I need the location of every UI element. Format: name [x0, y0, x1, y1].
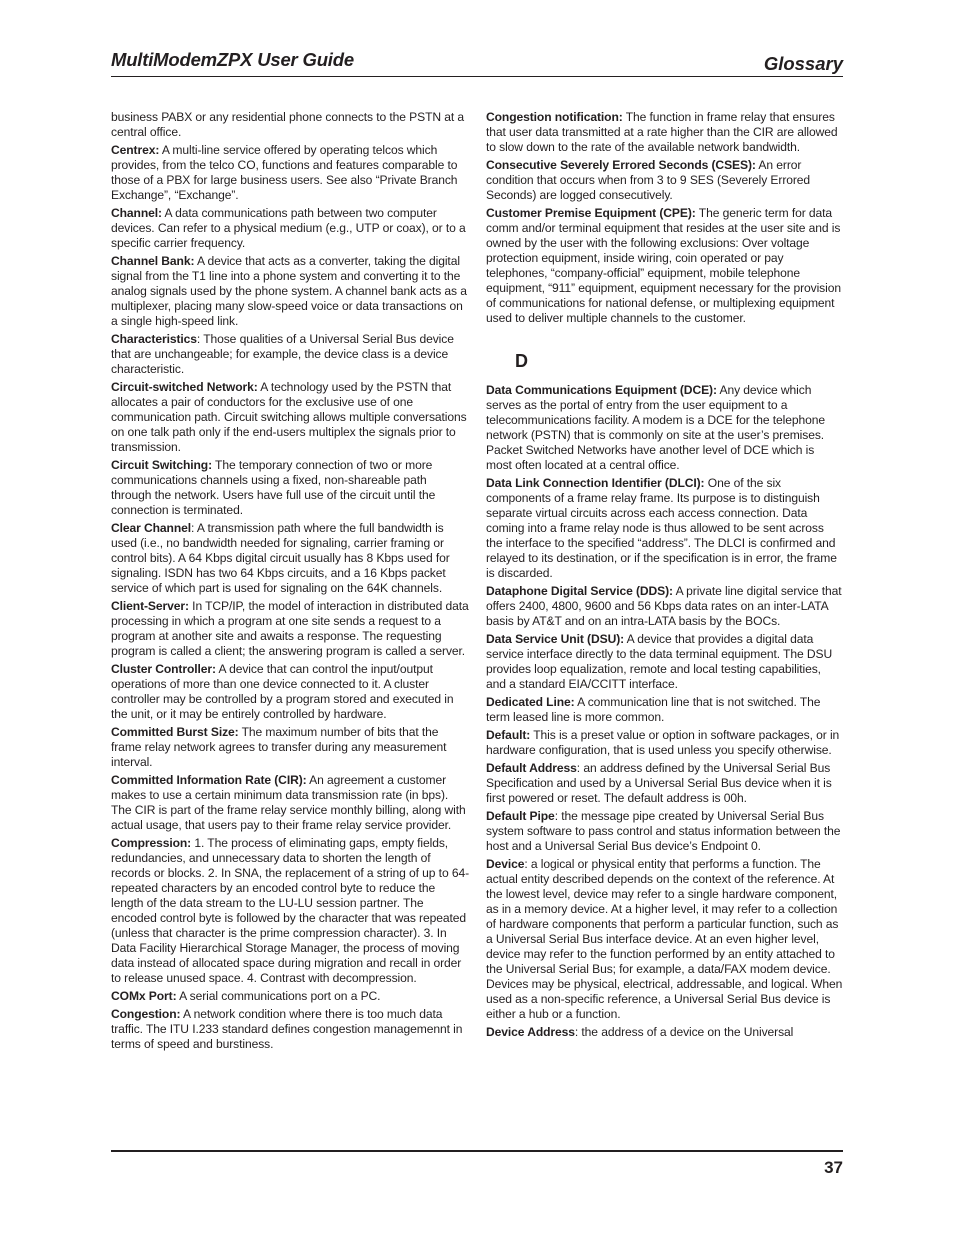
glossary-term: Characteristics — [111, 332, 197, 346]
glossary-entry — [486, 728, 843, 758]
glossary-term: Customer Premise Equipment (CPE): — [486, 206, 696, 220]
glossary-entry — [486, 383, 843, 473]
glossary-entry — [111, 836, 470, 986]
glossary-entry — [486, 110, 843, 155]
glossary-term: Client-Server: — [111, 599, 189, 613]
glossary-definition: A device that provides a digital data service interface directly to the data terminal equipment. The DSU provides loop equalization, remote and local testing capabilities, and a standard EIA/CCITT interface. — [486, 632, 833, 691]
section-letter: D — [515, 351, 528, 371]
glossary-definition: An error condition that occurs when from 3 to 9 SES (Severely Errored Seconds) are logged consecutively. — [486, 158, 811, 202]
glossary-term: Circuit-switched Network: — [111, 380, 258, 394]
glossary-definition: A network condition where there is too much data traffic. The ITU I.233 standard defines congestion managemennt in terms of speed and burstiness. — [111, 1007, 463, 1051]
glossary-definition: Any device which serves as the portal of entry from the user equipment to a telecommunications facility. A modem is a DCE for the telephone network (PSTN) that is commonly on site at the user’s premises. Packet Switched Networks have another level of DCE which is most often located at a central office. — [486, 383, 825, 472]
glossary-entry — [486, 206, 843, 326]
glossary-term: Default Address — [486, 761, 577, 775]
glossary-definition: : a logical or physical entity that performs a function. The actual entity described depends on the context of the reference. At the lowest level, device may refer to a single hardware component, as in a memory device. At a higher level, it may refer to a collection of hardware components that perform a particular function, such as a Universal Serial Bus interface device. At an even higher level, device may refer to the function performed by an entity attached to the Universal Serial Bus; for example, a data/FAX modem device. Devices may be physical, electrical, addressable, and logical. When used as a non-specific reference, a Universal Serial Bus device is either a hub or a function. — [486, 857, 843, 1021]
glossary-term: Data Link Connection Identifier (DLCI): — [486, 476, 705, 490]
glossary-entry — [486, 761, 843, 806]
glossary-definition: A serial communications port on a PC. — [176, 989, 381, 1003]
glossary-term: Circuit Switching: — [111, 458, 212, 472]
section-title: Glossary — [763, 53, 843, 74]
glossary-term: Channel Bank: — [111, 254, 195, 268]
glossary-definition: A private line digital service that offers 2400, 4800, 9600 and 56 Kbps data rates on an inter-LATA basis by AT&T and on an intra-LATA basis by the BOCs. — [486, 584, 842, 628]
glossary-entry — [111, 521, 470, 596]
glossary-term: Clear Channel — [111, 521, 192, 535]
glossary-definition: The temporary connection of two or more communications channels using a fixed, non-shareable path through the network. Users have full use of the circuit until the connection is terminated. — [111, 458, 436, 517]
glossary-term: Consecutive Severely Errored Seconds (CSES): — [486, 158, 756, 172]
glossary-definition: A data communications path between two computer devices. Can refer to a physical medium (e.g., UTP or coax), or to a specific carrier frequency. — [111, 206, 466, 250]
glossary-definition: A device that acts as a converter, taking the digital signal from the T1 line into a phone system and converting it to the analog signals used by the phone system. A channel bank acts as a multiplexer, placing many slow-speed voice or data transactions on a single high-speed link. — [111, 254, 467, 328]
glossary-term: Compression: — [111, 836, 192, 850]
page-header — [111, 49, 843, 77]
glossary-term: Data Service Unit (DSU): — [486, 632, 625, 646]
page-number: 37 — [824, 1158, 843, 1177]
glossary-entry — [111, 773, 470, 833]
glossary-definition: 1. The process of eliminating gaps, empty fields, redundancies, and unnecessary data to shorten the length of records or blocks. 2. In SNA, the replacement of a string of up to 64-repeated characters by an encoded control byte to reduce the length of the data stream to the LU-LU session partner. The encoded control byte is followed by the character that was repeated (unless that character is the prime compression character). 3. In Data Facility Hierarchical Storage Manager, the process of moving data instead of allocated space during migration and recall in order to release unused space. 4. Contrast with decompression. — [111, 836, 470, 985]
glossary-term: Committed Burst Size: — [111, 725, 239, 739]
glossary-entry — [111, 332, 470, 377]
right-column-top-entries — [486, 110, 843, 326]
document-title: MultiModemZPX User Guide — [111, 49, 354, 70]
glossary-entry — [111, 380, 470, 455]
glossary-entry — [111, 143, 470, 203]
glossary-definition: : an address defined by the Universal Serial Bus Specification and used by a Universal Serial Bus device when it is first powered or reset. The default address is 00h. — [486, 761, 832, 805]
glossary-term: Channel: — [111, 206, 162, 220]
glossary-definition: A communication line that is not switched. The term leased line is more common. — [486, 695, 821, 724]
glossary-term: Congestion notification: — [486, 110, 623, 124]
glossary-definition: The function in frame relay that ensures that user data transmitted at a rate higher than the CIR are allowed to slow down to the rate of the available network bandwidth. — [486, 110, 838, 154]
right-column-bottom-entries — [486, 383, 843, 1040]
glossary-term: Cluster Controller: — [111, 662, 216, 676]
glossary-definition: : Those qualities of a Universal Serial Bus device that are unchangeable; for example, the device class is a device characteristic. — [111, 332, 454, 376]
glossary-term: Dataphone Digital Service (DDS): — [486, 584, 673, 598]
glossary-term: COMx Port: — [111, 989, 177, 1003]
glossary-definition: business PABX or any residential phone connects to the PSTN at a central office. — [111, 110, 465, 139]
glossary-term: Dedicated Line: — [486, 695, 575, 709]
right-column — [486, 110, 843, 1043]
glossary-term: Centrex: — [111, 143, 160, 157]
glossary-definition: A device that can control the input/output operations of more than one device connected to it. A cluster controller may be controlled by a program stored and executed in the unit, or it may be entirely controlled by hardware. — [111, 662, 454, 721]
glossary-entry — [486, 632, 843, 692]
glossary-entry — [111, 1007, 470, 1052]
glossary-entry — [111, 254, 470, 329]
glossary-definition: The generic term for data comm and/or terminal equipment that resides at the user site and is owned by the user with the following exclusions: Over voltage protection equipment, inside wiring, coin operated or pay telephones, “company-official” equipment, mobile telephone equipment, “911” equipment, equipment necessary for the provision of communications for national defense, or multiplexing equipment used to deliver multiple channels to the customer. — [486, 206, 841, 325]
glossary-entry — [111, 725, 470, 770]
glossary-term: Device Address — [486, 1025, 575, 1039]
glossary-entry — [111, 599, 470, 659]
glossary-term: Congestion: — [111, 1007, 181, 1021]
left-column — [111, 110, 470, 1055]
glossary-entry — [486, 809, 843, 854]
glossary-definition: : the address of a device on the Universal — [574, 1025, 794, 1039]
glossary-entry — [486, 695, 843, 725]
glossary-entry — [486, 1025, 843, 1040]
glossary-definition: An agreement a customer makes to use a certain minimum data transmission rate (in bps). The CIR is part of the frame relay service monthly billing, along with actual usage, that users pay to their frame relay service provider. — [111, 773, 466, 832]
glossary-entry — [486, 584, 843, 629]
glossary-definition: A multi-line service offered by operating telcos which provides, from the telco CO, functions and features comparable to those of a PBX for large business users. See also “Private Branch Exchange”, “Exchange”. — [111, 143, 458, 202]
glossary-entry — [111, 989, 470, 1004]
footer-rule — [111, 1150, 843, 1152]
glossary-entry — [486, 476, 843, 581]
glossary-definition: One of the six components of a frame relay frame. Its purpose is to distinguish separate virtual circuits across each access connection. Data coming into a frame relay node is thus allowed to be sent across the interface to the specified “address”. The DLCI is confirmed and relayed to its destination, or if the specification is in error, the frame is discarded. — [486, 476, 837, 580]
glossary-definition: A technology used by the PSTN that allocates a pair of conductors for the exclusive use of one communication path. Circuit switching allows multiple conversations on one talk path only if the end-users multiplex the signals prior to transmission. — [111, 380, 467, 454]
glossary-term: Default Pipe — [486, 809, 555, 823]
glossary-definition: The maximum number of bits that the frame relay network agrees to transfer during any measurement interval. — [111, 725, 447, 769]
glossary-entry — [111, 110, 470, 140]
glossary-term: Data Communications Equipment (DCE): — [486, 383, 717, 397]
glossary-definition: : A transmission path where the full bandwidth is used (i.e., no bandwidth needed for signaling, carrier framing or control bits). A 64 Kbps digital circuit usually has 8 Kbps used for signaling. ISDN has two 64 Kbps circuits, and a 16 Kbps packet service of which part is used for signaling on the 64K channels. — [111, 521, 450, 595]
glossary-definition: This is a preset value or option in software packages, or in hardware configuration, that is used unless you specify otherwise. — [486, 728, 840, 757]
glossary-entry — [486, 158, 843, 203]
glossary-entry — [111, 662, 470, 722]
glossary-entry — [486, 857, 843, 1022]
glossary-term: Default: — [486, 728, 531, 742]
glossary-term: Device — [486, 857, 525, 871]
glossary-definition: In TCP/IP, the model of interaction in distributed data processing in which a program at one site sends a request to a program at another site and awaits a response. The requesting program is called a client; the answering program is called a server. — [111, 599, 469, 658]
glossary-term: Committed Information Rate (CIR): — [111, 773, 307, 787]
glossary-entry — [111, 458, 470, 518]
glossary-entry — [111, 206, 470, 251]
glossary-definition: : the message pipe created by Universal Serial Bus system software to pass control and status information between the host and a Universal Serial Bus device’s Endpoint 0. — [486, 809, 841, 853]
